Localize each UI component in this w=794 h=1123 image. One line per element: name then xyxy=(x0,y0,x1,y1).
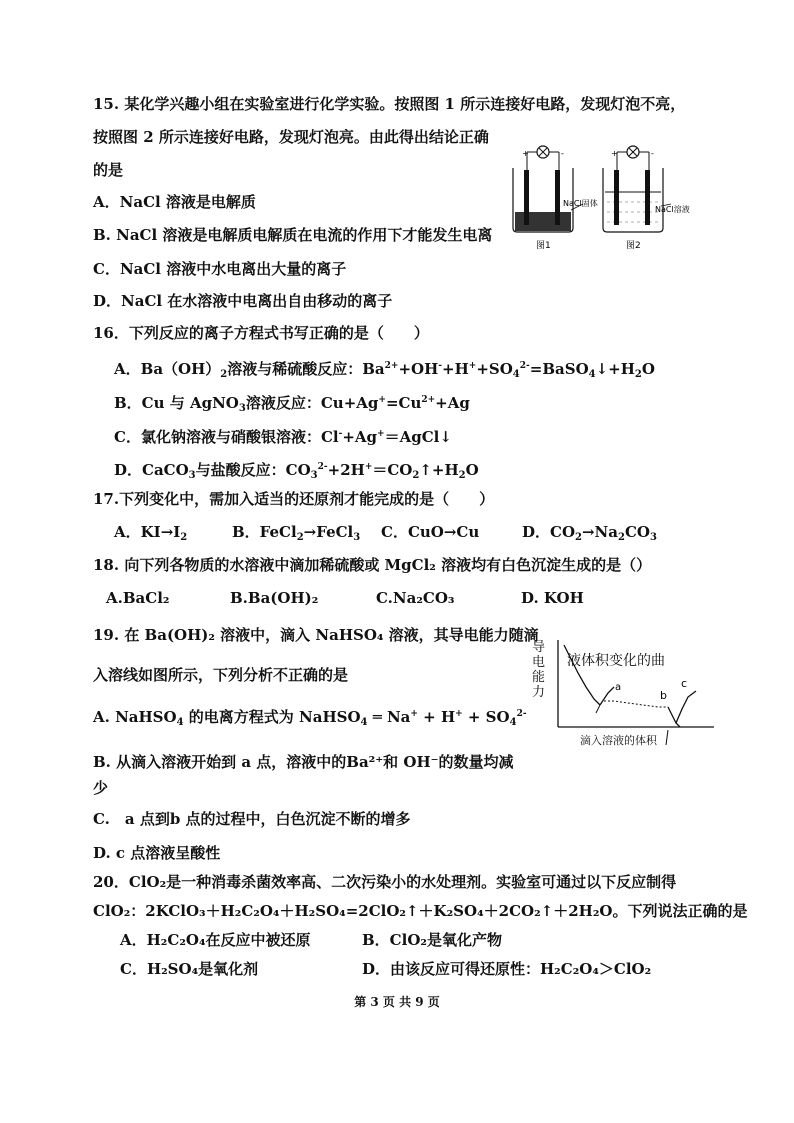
q19-option-b-line1: B. 从滴入溶液开始到 a 点，溶液中的Ba²⁺和 OH⁻的数量均减 xyxy=(93,753,514,771)
q17-stem: 17.下列变化中，需加入适当的还原剂才能完成的是（ ） xyxy=(93,490,495,508)
q17-option-d: D．$CO_2\to Na_2CO_3$ xyxy=(522,523,657,543)
figure2-circuit xyxy=(603,146,671,232)
svg-text:-: - xyxy=(561,149,564,158)
point-a-label: a xyxy=(615,682,622,693)
q19-option-b-line2: 少 xyxy=(93,779,109,797)
q15-option-d: D．NaCl 在水溶液中电离出自由移动的离子 xyxy=(93,292,393,310)
figure1-caption: 图1 xyxy=(536,241,551,251)
point-b-label: b xyxy=(660,689,667,702)
q17-option-c: C．CuO→Cu xyxy=(381,523,480,541)
figure1-circuit xyxy=(513,146,583,232)
q16-option-b: B．Cu 与 AgNO$_3$溶液反应：$Cu+Ag^+=Cu^{2+}+Ag$ xyxy=(114,394,470,414)
q20-option-c: C．H₂SO₄是氧化剂 xyxy=(120,960,259,978)
q20-stem-line1: 20．ClO₂是一种消毒杀菌效率高、二次污染小的水处理剂。实验室可通过以下反应制得 xyxy=(93,873,677,891)
curve-segment-end xyxy=(676,691,696,723)
q15-option-a: A．NaCl 溶液是电解质 xyxy=(93,193,256,211)
curve-segment-rise xyxy=(600,687,614,705)
q15-stem-line2: 按照图 2 所示连接好电路，发现灯泡亮。由此得出结论正确 xyxy=(93,128,489,146)
q19-option-d: D. c 点溶液呈酸性 xyxy=(93,844,221,862)
q18-option-c: C.Na₂CO₃ xyxy=(376,589,455,607)
q18-stem: 18. 向下列各物质的水溶液中滴加稀硫酸或 MgCl₂ 溶液均有白色沉淀生成的是（） xyxy=(93,556,652,574)
curve-segment-middle xyxy=(604,701,668,707)
point-c-label: c xyxy=(681,677,688,690)
q17-option-a: A．$KI\to I_2$ xyxy=(114,523,188,543)
curve-segment-start xyxy=(564,645,600,705)
conductivity-figure xyxy=(505,140,705,255)
q16-option-d: D．CaCO$_3$与盐酸反应：$CO_3^{2-}+2H^+=CO_2↑+H_2O$ xyxy=(114,461,479,481)
svg-text:+: + xyxy=(611,149,618,158)
q18-option-b: B.Ba(OH)₂ xyxy=(230,589,319,607)
q18-option-d: D. KOH xyxy=(521,589,584,607)
q15-option-b: B. NaCl 溶液是电解质电解质在电流的作用下才能发生电离 xyxy=(93,226,493,244)
q16-option-c: C．氯化钠溶液与硝酸银溶液：Cl-+Ag+＝AgCl↓ xyxy=(114,428,452,446)
q15-stem-line3: 的是 xyxy=(93,161,124,179)
page-footer: 第 3 页 共 9 页 xyxy=(354,995,440,1009)
q20-option-a: A．H₂C₂O₄在反应中被还原 xyxy=(120,931,311,949)
q19-stem-line2: 入溶线如图所示，下列分析不正确的是 xyxy=(93,666,349,684)
q16-stem: 16．下列反应的离子方程式书写正确的是（ ） xyxy=(93,324,429,342)
q20-option-b: B．ClO₂是氧化产物 xyxy=(362,931,502,949)
q19-option-c: C. a 点到b 点的过程中，白色沉淀不断的增多 xyxy=(93,810,411,828)
svg-text:+: + xyxy=(522,149,529,158)
graph-title: 液体积变化的曲 xyxy=(567,653,665,669)
q16-option-a: A．$Ba(OH)_2$溶液与稀硫酸反应：$Ba^{2+}+OH^-+H^++SO_4^{2-}=BaSO_4↓+H_2O$ xyxy=(114,360,655,380)
q20-option-d: D．由该反应可得还原性：H₂C₂O₄＞ClO₂ xyxy=(362,960,652,978)
svg-text:-: - xyxy=(651,149,654,158)
q20-stem-line2: ClO₂：2KClO₃＋H₂C₂O₄＋H₂SO₄=2ClO₂↑＋K₂SO₄＋2CO₂↑＋2H₂O。下列说法正确的是 xyxy=(93,902,748,920)
q19-option-a: A. NaHSO$_4$ 的电离方程式为 NaHSO$_4$ ═ $Na^+ + H^+ + SO_4^{2-}$ xyxy=(93,708,527,728)
graph-x-axis-label: 滴入溶液的体积 xyxy=(580,734,657,747)
conductivity-curve-graph xyxy=(548,635,720,750)
figure1-label: NaCl固体 xyxy=(563,199,598,208)
q15-stem-line1: 15. 某化学兴趣小组在实验室进行化学实验。按照图 1 所示连接好电路，发现灯泡不亮， xyxy=(93,95,686,113)
q17-option-b: B．FeCl$_2$→FeCl$_3$ xyxy=(232,523,361,543)
figure2-caption: 图2 xyxy=(626,241,641,251)
q15-option-c: C．NaCl 溶液中水电离出大量的离子 xyxy=(93,260,347,278)
point-a-marker xyxy=(596,705,600,713)
q18-option-a: A.BaCl₂ xyxy=(106,589,170,607)
graph-y-axis-label: 导电能力 xyxy=(532,640,546,700)
figure2-label: NaCl溶液 xyxy=(655,205,690,214)
q19-stem-line1: 19. 在 Ba(OH)₂ 溶液中，滴入 NaHSO₄ 溶液，其导电能力随滴 xyxy=(93,626,539,644)
